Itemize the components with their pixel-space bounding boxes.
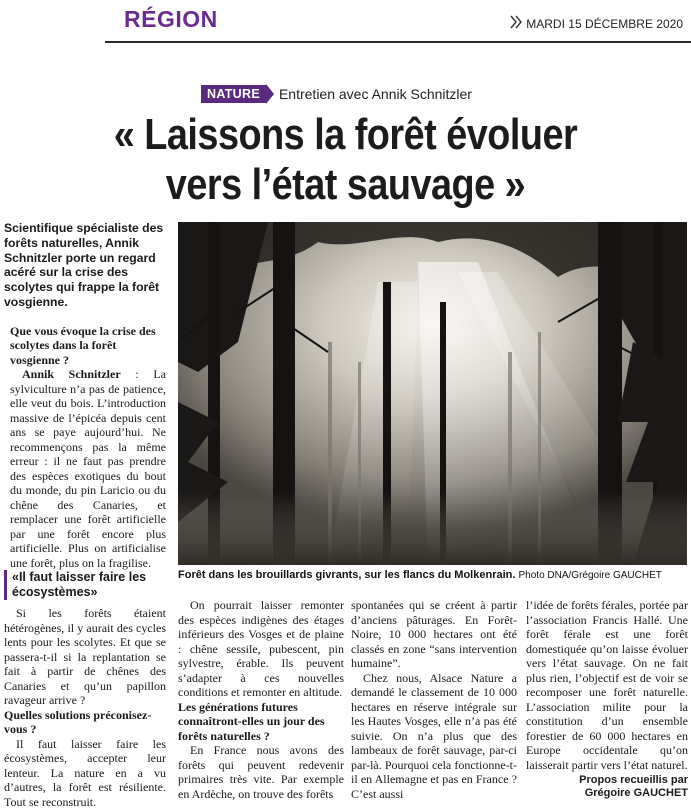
- photo-caption: [178, 569, 688, 581]
- chevrons-icon: [509, 14, 523, 30]
- column-3-paragraph-2: Chez nous, Alsace Nature a demandé le classement de 10 000 hectares en réserve intégrale sur les Hautes Vosges, elle n’a pas été suivie. On n’a plus que des lambeaux de forêt sauvage, par-ci par-là. Pourquoi cela fonctionne-t-il en Allemagne et pas en France ? C’est aussi: [351, 671, 517, 802]
- column-4: [526, 598, 688, 800]
- pull-quote-bar: [4, 570, 7, 600]
- answer-1-text: : La sylviculture n’a pas de patience, elle veut du bois. L’introduction massive de l’épicéa depuis cent ans se paye aujourd’hui. Ne recommençons pas la même erreur : il ne faut pas prendre des espèces exotiques du bout du monde, du pin Laricio ou du chêne des Canaries, et remplacer une forêt artificielle par une forêt encore plus artificielle. Plus on artificialise une forêt, plus on la fragilise.: [10, 367, 166, 570]
- question-3: Les générations futures connaîtront-elles un jour des forêts naturelles ?: [178, 700, 344, 744]
- column-2-paragraph-2: En France nous avons des forêts qui peuvent redevenir primaires très vite. Par exemple en Ardèche, on trouve des forêts: [178, 743, 344, 801]
- forest-photo: [178, 222, 687, 565]
- answer-1-speaker: Annik Schnitzler: [22, 367, 121, 381]
- section-label: RÉGION: [124, 6, 218, 33]
- column-2: [178, 598, 344, 801]
- headline-line-1: « Laissons la forêt évoluer: [48, 110, 642, 160]
- column-1: [4, 606, 166, 809]
- column-4-paragraph-1: l’idée de forêts férales, portée par l’association Francis Hallé. Une forêt férale est une forêt domestiquée qu’on laisse évoluer vers l’état sauvage. On ne fait plus rien, l’objectif est de voir se recomposer une forêt naturelle. L’association milite pour la constitution d’un ensemble forestier de 60 000 hectares en Europe occidentale qu’on laisserait partir vers l’état naturel.: [526, 598, 688, 772]
- caption-text: Forêt dans les brouillards givrants, sur les flancs du Molkenrain.: [178, 569, 515, 581]
- headline-line-2: vers l’état sauvage »: [48, 160, 642, 210]
- page-header: [0, 0, 691, 42]
- pull-quote-text: «Il faut laisser faire les écosystèmes»: [12, 570, 162, 599]
- lede: Scientifique spécialiste des forêts naturelles, Annik Schnitzler porte un regard acéré sur la crise des scolytes qui frappe la forêt vosgienne.: [4, 221, 166, 310]
- signature-name: Grégoire GAUCHET: [526, 787, 688, 800]
- column-1-paragraph-1: Si les forêts étaient hétérogènes, il y aurait des cycles lents pour les scolytes. Et que se passera-t-il si la replantation se fait à partir de chênes des Canaries et qu’un papillon ravageur arrive ?: [4, 606, 166, 708]
- question-2: Quelles solutions préconisez-vous ?: [4, 708, 166, 737]
- kicker-arrow-icon: [266, 84, 274, 104]
- forest-photo-image: [178, 222, 687, 565]
- column-1-paragraph-2: Il faut laisser faire les écosystèmes, accepter leur lenteur. La nature en a vu d’autres, la forêt est résiliente. Tout se reconstruit.: [4, 737, 166, 809]
- column-3: [351, 598, 517, 801]
- headline: [48, 110, 642, 210]
- column-3-paragraph-1: spontanées qui se créent à partir d’anciens pâturages. En Forêt-Noire, 10 000 hectares ont été classés en zone “sans intervention humaine”.: [351, 598, 517, 671]
- header-rule: [105, 41, 691, 43]
- kicker-text: Entretien avec Annik Schnitzler: [279, 86, 472, 102]
- answer-1: [4, 367, 166, 570]
- pull-quote: [4, 570, 162, 599]
- intro-column: [4, 221, 166, 570]
- signature-prefix: Propos recueillis par: [526, 774, 688, 787]
- kicker-tag: NATURE: [201, 85, 266, 103]
- signature: [526, 774, 688, 800]
- question-1: Que vous évoque la crise des scolytes dans la forêt vosgienne ?: [4, 324, 166, 368]
- date-line: MARDI 15 DÉCEMBRE 2020: [526, 17, 683, 31]
- kicker: [201, 84, 472, 104]
- photo-credit: Photo DNA/Grégoire GAUCHET: [519, 570, 662, 581]
- column-2-paragraph-1: On pourrait laisser remonter des espèces indigènes des étages inférieurs des Vosges et de plaine : chêne sessile, pubescent, pin sylvestre, érable. Ils peuvent s’adapter à ces nouvelles conditions et remonter en altitude.: [178, 598, 344, 700]
